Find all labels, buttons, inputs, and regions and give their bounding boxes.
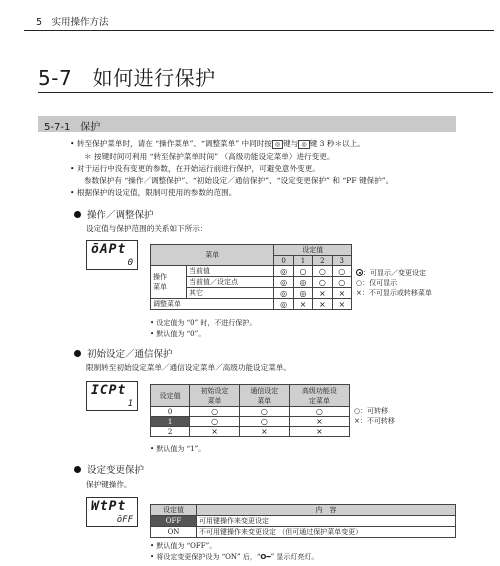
bullet-icon xyxy=(74,211,81,218)
table-cell-selected: 1 xyxy=(151,417,190,427)
legend-item: ○：仅可显示 xyxy=(356,279,398,287)
page-title: 5-7 如何进行保护 xyxy=(38,66,216,90)
lcd-param-value: 0 xyxy=(127,258,133,268)
section-title-text: 操作／调整保护 xyxy=(87,210,154,221)
bullet-icon xyxy=(74,466,81,473)
col-header: 0 xyxy=(274,256,293,266)
intro-line-4: 参数保护有 “操作／调整保护”、“初始设定／通信保护”、“设定变更保护” 和 “PF 键保护”。 xyxy=(84,176,394,185)
lcd-display-icpt xyxy=(86,381,138,411)
legend-item: ：可显示／变更设定 xyxy=(363,269,426,277)
col-header: 1 xyxy=(293,256,312,266)
intro-text-a: • 转至保护菜单时，请在 “操作菜单”、“调整菜单” 中同时按 xyxy=(70,139,272,148)
table-cell: × xyxy=(239,427,289,437)
note-text-b: ” 显示灯亮灯。 xyxy=(270,553,319,561)
note-text-a: • 将设定变更保护设为 “ON” 后，“ xyxy=(150,553,261,561)
table-cell: ◎ xyxy=(274,288,293,299)
intro-text-c: 键 3 秒＊以上。 xyxy=(309,139,365,148)
table-cell: 0 xyxy=(151,407,190,417)
lcd-param-value: ōFF xyxy=(116,515,133,525)
table-cell: ○ xyxy=(239,417,289,427)
table-cell: ◎ xyxy=(274,266,293,277)
intro-line-3: • 对于运行中没有变更的参数，在开始运行前进行保护，可避免意外变更。 xyxy=(70,164,320,173)
legend-item: ×：不可显示或转移菜单 xyxy=(356,289,432,297)
operation-protect-table xyxy=(150,244,352,310)
note: • 默认值为 “0”。 xyxy=(150,330,206,338)
table-cell: × xyxy=(293,299,312,310)
note: • 默认值为 “OFF”。 xyxy=(150,542,217,550)
table-cell: × xyxy=(313,299,332,310)
init-comm-protect-table xyxy=(150,384,350,437)
table-header: 高级功能设 定菜单 xyxy=(289,385,349,407)
table-cell: × xyxy=(190,427,240,437)
table-cell: × xyxy=(332,299,351,310)
row-group-label: 操作 菜单 xyxy=(151,266,187,299)
row-label: 其它 xyxy=(187,288,274,299)
table-cell: ◎ xyxy=(274,299,293,310)
table-cell-selected: OFF xyxy=(151,516,197,527)
table-cell: × xyxy=(332,288,351,299)
note: • 默认值为 “1”。 xyxy=(150,445,206,453)
table-cell: ◎ xyxy=(293,288,312,299)
lcd-display-wtpt xyxy=(86,497,138,527)
section-operation-protect-title xyxy=(74,207,154,221)
table-cell: ○ xyxy=(313,266,332,277)
table-header: 初始设定 菜单 xyxy=(190,385,240,407)
section-init-comm-protect-title xyxy=(74,346,173,360)
operation-protect-legend xyxy=(356,268,432,298)
bullet-icon xyxy=(74,350,81,357)
row-label: 调整菜单 xyxy=(151,299,274,310)
table-header: 内 容 xyxy=(197,505,456,516)
table-cell: ○ xyxy=(190,417,240,427)
key-lock-icon: O━ xyxy=(260,553,271,561)
level-key-icon: ◎ xyxy=(298,140,309,149)
table-cell: ○ xyxy=(313,277,332,288)
lcd-param-label: ICPt xyxy=(91,383,127,398)
table-cell: ○ xyxy=(289,407,349,417)
running-header: 5 实用操作方法 xyxy=(36,17,109,28)
note xyxy=(150,552,318,562)
col-header: 2 xyxy=(313,256,332,266)
section-setting-change-protect-title xyxy=(74,462,144,476)
setting-change-protect-table xyxy=(150,504,456,538)
table-cell: ○ xyxy=(332,277,351,288)
table-cell: 不可用键操作来变更设定 （但可通过保护菜单变更） xyxy=(197,527,456,538)
lcd-display-oapt xyxy=(86,240,138,270)
table-cell: ◎ xyxy=(293,277,312,288)
col-header: 3 xyxy=(332,256,351,266)
header-rule xyxy=(24,30,494,31)
section-init-comm-protect-desc: 限制转至初始设定菜单／通信设定菜单／高级功能设定菜单。 xyxy=(86,363,292,372)
subsection-title: 5-7-1 保护 xyxy=(38,116,456,132)
intro-line-2: ＊ 按键时间可利用 “转至保护菜单时间” （高级功能设定菜单）进行变更。 xyxy=(84,152,335,161)
title-rule xyxy=(38,92,493,93)
double-circle-icon xyxy=(356,269,363,276)
legend-item: ○：可转移 xyxy=(354,407,389,415)
table-cell: ON xyxy=(151,527,197,538)
table-header-setvalue: 设定值 xyxy=(274,245,352,256)
table-cell: × xyxy=(313,288,332,299)
table-cell: ○ xyxy=(293,266,312,277)
lcd-param-value: 1 xyxy=(127,399,133,409)
row-label: 当前值／设定点 xyxy=(187,277,274,288)
table-cell: ○ xyxy=(190,407,240,417)
section-title-text: 初始设定／通信保护 xyxy=(87,349,173,360)
table-cell: 可用键操作来变更设定 xyxy=(197,516,456,527)
table-cell: 2 xyxy=(151,427,190,437)
table-cell: × xyxy=(289,427,349,437)
row-label: 当前值 xyxy=(187,266,274,277)
table-cell: ◎ xyxy=(274,277,293,288)
legend-item: ×：不可转移 xyxy=(354,417,395,425)
intro-line-5: • 根据保护的设定值，限制可使用的参数的范围。 xyxy=(70,188,237,197)
lcd-param-label: WtPt xyxy=(91,499,127,514)
intro-text-b: 键与 xyxy=(283,139,299,148)
init-comm-protect-legend xyxy=(354,406,395,426)
table-cell: ○ xyxy=(332,266,351,277)
table-header: 通信设定 菜单 xyxy=(239,385,289,407)
note: • 设定值为 “0” 时，不进行保护。 xyxy=(150,319,257,327)
table-header: 设定值 xyxy=(151,505,197,516)
table-cell: × xyxy=(289,417,349,427)
table-cell: ○ xyxy=(239,407,289,417)
section-setting-change-protect-desc: 保护键操作。 xyxy=(86,480,132,489)
table-header-menu: 菜单 xyxy=(151,245,274,266)
table-header: 设定值 xyxy=(151,385,190,407)
mode-key-icon: ◎ xyxy=(272,140,283,149)
section-operation-protect-desc: 设定值与保护范围的关系如下所示： xyxy=(86,224,208,233)
section-title-text: 设定变更保护 xyxy=(87,465,145,476)
lcd-param-label: ōAPt xyxy=(91,242,127,257)
intro-line-1 xyxy=(70,138,365,149)
